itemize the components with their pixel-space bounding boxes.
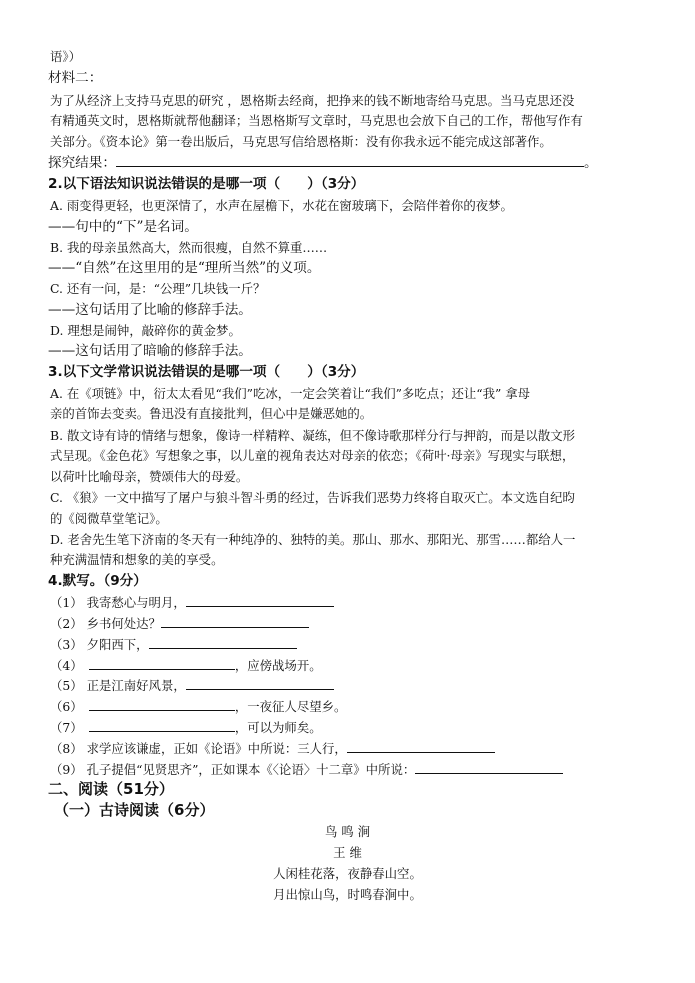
q4-item-7	[50, 719, 322, 736]
q3-line-2: 亲的首饰去变卖。鲁迅没有直接批判，但心中是嫌恶她的。	[50, 406, 373, 421]
material2-line-1: 为了从经济上支持马克思的研究 ，恩格斯去经商，把挣来的钱不断地寄给马克思。当马克思还没	[50, 93, 575, 108]
q4-blank-1[interactable]	[186, 594, 334, 607]
poem-line-1: 人闲桂花落，夜静春山空。	[273, 866, 422, 881]
q4-item-8-text: （8） 求学应该谦虚，正如《论语》中所说：三人行，	[50, 741, 347, 756]
q2-option-b: B. 我的母亲虽然高大，然而很瘦，自然不算重……	[50, 240, 328, 255]
material2-line-3: 关部分。《资本论》第一卷出版后，马克思写信给恩格斯：没有你我永远不能完成这部著作。	[50, 134, 552, 149]
q3-line-3: B. 散文诗有诗的情绪与想象，像诗一样精粹、凝练，但不像诗歌那样分行与押韵，而是以散文形	[50, 428, 575, 443]
q4-item-1	[50, 594, 334, 611]
q4-blank-2[interactable]	[161, 615, 309, 628]
q3-line-5: 以荷叶比喻母亲，赞颂伟大的母爱。	[50, 469, 249, 484]
material2-line-2: 有精通英文时，恩格斯就帮他翻译；当恩格斯写文章时，马克思也会放下自己的工作，帮他写作有	[50, 113, 583, 128]
q2-option-d: D. 理想是闹钟，敲碎你的黄金梦。	[50, 323, 241, 338]
q4-blank-8[interactable]	[347, 740, 495, 753]
q4-blank-5[interactable]	[186, 677, 334, 690]
q4-item-7-num: （7）	[50, 720, 83, 735]
result-row	[48, 154, 598, 171]
q4-item-6-text: ，一夜征人尽望乡。	[234, 699, 347, 714]
q4-blank-7[interactable]	[89, 719, 235, 732]
material2-title: 材料二：	[48, 70, 103, 86]
q2-note-a: ——句中的“下”是名词。	[48, 219, 198, 235]
q4-item-4-num: （4）	[50, 658, 83, 673]
q2-note-d: ——这句话用了暗喻的修辞手法。	[48, 343, 252, 359]
q4-item-3	[50, 636, 297, 653]
section2-subtitle: （一）古诗阅读（6分）	[54, 801, 215, 819]
q4-item-4	[50, 657, 322, 674]
q4-item-2	[50, 615, 309, 632]
q4-blank-9[interactable]	[415, 761, 563, 774]
q4-blank-6[interactable]	[89, 698, 235, 711]
result-end: 。	[583, 155, 598, 171]
q4-item-9-text: （9） 孔子提倡“见贤思齐”，正如课本《〈论语〉十二章》中所说：	[50, 762, 416, 777]
q2-title: 2.以下语法知识说法错误的是哪一项（ ）（3分）	[48, 176, 365, 192]
result-blank[interactable]	[116, 154, 584, 167]
q4-item-6	[50, 698, 346, 715]
q4-blank-3[interactable]	[149, 636, 297, 649]
q2-option-c: C. 还有一问，是：“公理”几块钱一斤？	[50, 281, 266, 296]
poem-line-2: 月出惊山鸟，时鸣春涧中。	[273, 887, 422, 902]
q3-line-4: 式呈现。《金色花》写想象之事，以儿童的视角表达对母亲的依恋；《荷叶·母亲》写现实与联想，	[50, 448, 575, 463]
q2-note-b: ——“自然”在这里用的是“理所当然”的义项。	[48, 260, 321, 276]
section2-title: 二、阅读（51分）	[48, 780, 174, 798]
q4-item-2-text: （2） 乡书何处达？	[50, 616, 161, 631]
q3-line-9: 种充满温情和想象的美的享受。	[50, 552, 224, 567]
q4-item-3-text: （3） 夕阳西下，	[50, 637, 149, 652]
poem-title: 鸟 鸣 涧	[324, 824, 371, 839]
q4-blank-4[interactable]	[89, 657, 235, 670]
q3-line-6: C. 《狼》一文中描写了屠户与狼斗智斗勇的经过，告诉我们恶势力终将自取灭亡。本文选自纪昀	[50, 490, 575, 505]
q2-option-a: A. 雨变得更轻，也更深情了，水声在屋檐下，水花在窗玻璃下，会陪伴着你的夜梦。	[50, 198, 513, 213]
q3-line-8: D. 老舍先生笔下济南的冬天有一种纯净的、独特的美。那山、那水、那阳光、那雪……都给人一	[50, 532, 576, 547]
prev-text-tail: 语》）	[50, 49, 81, 64]
q3-line-7: 的《阅微草堂笔记》。	[50, 511, 168, 526]
q4-item-6-num: （6）	[50, 699, 83, 714]
q3-title: 3.以下文学常识说法错误的是哪一项（ ）（3分）	[48, 364, 365, 380]
q4-item-4-text: ，应傍战场开。	[234, 658, 322, 673]
q2-note-c: ——这句话用了比喻的修辞手法。	[48, 302, 252, 318]
q4-item-5	[50, 677, 334, 694]
q4-item-9	[50, 761, 563, 778]
q4-item-1-text: （1） 我寄愁心与明月，	[50, 595, 186, 610]
poem-author: 王 维	[333, 845, 362, 860]
q3-line-1: A. 在《项链》中，衍太太看见“我们”吃冰，一定会笑着让“我们”多吃点；还让“我” 拿母	[50, 386, 531, 401]
q4-item-7-text: ，可以为师矣。	[234, 720, 322, 735]
q4-item-5-text: （5） 正是江南好风景，	[50, 678, 186, 693]
q4-item-8	[50, 740, 495, 757]
result-label: 探究结果：	[48, 155, 116, 171]
q4-title: 4.默写。（9分）	[48, 573, 147, 589]
